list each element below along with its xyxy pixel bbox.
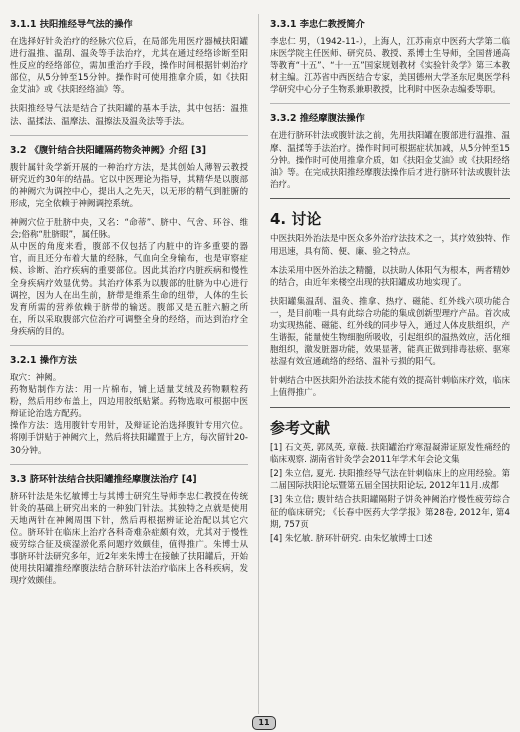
paragraph: 在进行脐环针法或腹针法之前，先用扶阳罐在腹部进行温推、温摩、温揉等手法治疗。操作时间可根据症状加减，从5分钟至15分钟。操作时可使用推拿介质，如《扶阳金艾油》或《扶阳经络油》等。在完成扶阳推经摩腹法操作后才进行脐环针法或腹针法治疗。 <box>270 131 510 190</box>
reference-item: [4] 朱忆敏. 脐环针研究. 由朱忆敏博士口述 <box>270 533 433 544</box>
section-divider <box>10 464 248 465</box>
paragraph: 在选择好针灸治疗的经脉穴位后，在局部先用医疗器械扶阳罐进行温推、温刮、温灸等手法治疗，尤其在通过经络诊断至阳性反应的经络部位，需加重治疗手段，操作时间根据针刺治疗部位，从5分钟至15分钟。操作时可使用推拿介质，如《扶阳金艾油》或《扶阳经络油》等。 <box>10 37 248 96</box>
paragraph: 中医扶阳外治法是中医众多外治疗法技术之一，其疗效独特、作用迅速，具有简、便、廉、验之特点。 <box>270 234 510 257</box>
references-list <box>270 442 510 545</box>
paragraph: 取穴：神阙。 药物贴制作方法：用一片棉布，铺上适量艾绒及药物颗粒药粉，然后用纱布盖上，四边用胶纸贴紧。药物选取可根据中医辩证论治选方配药。 操作方法：选用腹针专用针，及辩证论治选择腹针专用穴位。将刚手饼贴于神阙穴上，然后将扶阳罐置于上方，每次留针20-30分钟。 <box>10 372 248 456</box>
reference-item: [2] 朱立信, 夏光. 扶阳推经导气法在针刺临床上的应用经验。第二届国际扶阳论坛暨第五届全国扶阳论坛, 2012年11月.成都 <box>270 469 510 492</box>
section-heading: 3.3.2 推经摩腹法操作 <box>270 113 365 125</box>
section-heading: 3.2 《腹针结合扶阳罐隔药物灸神阙》介绍 [3] <box>10 144 206 156</box>
paragraph: 扶阳罐集温刮、温灸、推拿、热疗、磁能、红外线六项功能合一，是目前唯一具有此综合功能的集成创新型理疗产品。首次成功实现热能、磁能、红外线的同步导入，通过人体皮肤组织，产生谐振，能量使生物细胞所吸收，引起组织的温热效应，活化细胞组织，激发脏器功能，效果显著，能真正做到排毒祛瘀、驱寒祛湿有效宣通疏络的经络、温补亏损的阳气。 <box>270 296 510 368</box>
column-gutter <box>258 14 259 714</box>
references-heading: 参考文献 <box>270 419 331 438</box>
section-heading: 3.3.1 李忠仁教授简介 <box>270 19 365 30</box>
section-divider <box>270 103 510 104</box>
section-divider <box>10 345 248 346</box>
paragraph: 针刺结合中医扶阳外治法技术能有效的提高针刺临床疗效，临床上值得推广。 <box>270 376 510 399</box>
section-heading: 3.1.1 扶阳推经导气法的操作 <box>10 19 133 30</box>
section-divider <box>270 407 510 409</box>
paragraph: 神阙穴位于肚脐中央，又名：“命蒂”、脐中、气舍、环谷、维会;俗称“肚脐眼”，属任脉。 从中医的角度来看，腹部不仅包括了内脏中的许多重要的器官，而且还分布着大量的经脉，气血向全身输布，也是审察症候、诊断、治疗疾病的重要部位。因此其治疗内脏疾病和慢性全身疾病疗效显优势。其治疗体系为以腹部的肚脐为中心进行调控，因为人在出生前，脐带是维系生命的纽带，人体的生长发育所需的营养依赖于脐带的输送。腹部又是五脏六腑之所在，所以采取腹部穴位治疗可调整全身的经络，而达到治疗全身疾病的目的。 <box>10 218 248 337</box>
reference-item: [3] 朱立信; 腹针结合扶阳罐隔附子饼灸神阙治疗慢性疲劳综合征的临床研究; 《长春中医药大学学报》第28卷, 2012年, 第4期, 757页 <box>270 495 510 530</box>
right-column <box>270 18 510 547</box>
paragraph: 腹针属针灸学新开展的一种治疗方法，是其创始人薄智云教授研究近约30年的结晶。它以中医理论为指导，其精华是以腹部的神阙穴为调控中心，提出人之先天，以无形的精气到脏腑的形成，完全依赖于神阙调控系统。 <box>10 162 248 209</box>
reference-item: [1] 石文英, 郭凤英, 章薇. 扶阳罐治疗寒湿凝滞证原发性痛经的临床观察. 湖南省针灸学会2011年学术年会论文集 <box>270 443 510 466</box>
discussion-heading: 4. 讨论 <box>270 210 322 229</box>
page-number: 11 <box>252 716 276 730</box>
section-heading: 3.2.1 操作方法 <box>10 354 77 366</box>
paragraph: 本法采用中医外治法之精髓，以扶助人体阳气为根本，两者精妙的结合，由近年来楼空出现的扶阳罐成功地实现了。 <box>270 265 510 288</box>
paragraph: 脐环针法是朱忆敏博士与其博士研究生导师李忠仁教授在传统针灸的基础上研究出来的一种独门针法。其独特之点就是使用天地两针在神阙周围下针，然后再根据辨证论治配以其它穴位。脐环针在临床上治疗各科奇难杂症颇有效，尤其对于慢性疲劳综合征及痰湿淤化系问题疗效颇佳，值得推广。朱博士从事脐环针法研究多年，近2年来朱博士在接触了扶阳罐后，开始使用扶阳罐推经摩腹法结合脐环针法治疗临床上各科疾病，发现疗效颇佳。 <box>10 491 248 587</box>
section-divider <box>10 135 248 136</box>
section-heading: 3.3 脐环针法结合扶阳罐推经摩腹法治疗 [4] <box>10 473 197 485</box>
paragraph: 扶阳推经导气法是结合了扶阳罐的基本手法，其中包括：温推法、温揉法、温摩法、温擦法及温灸法等手法。 <box>10 104 248 127</box>
section-divider <box>270 198 510 200</box>
paragraph: 李忠仁 男，（1942-11-），上海人，江苏南京中医药大学第二临床医学院主任医师、研究员、教授、系博士生导师，全国普通高等教育“十五”、“十一五”国家规划教材《实验针灸学》第三本教材主编。江苏省中西医结合专家，美国德州大学圣东尼奥医学科学研究中心分子生物系兼职教授，比利时中医杂志编委等职。 <box>270 37 510 96</box>
left-column <box>10 18 248 594</box>
